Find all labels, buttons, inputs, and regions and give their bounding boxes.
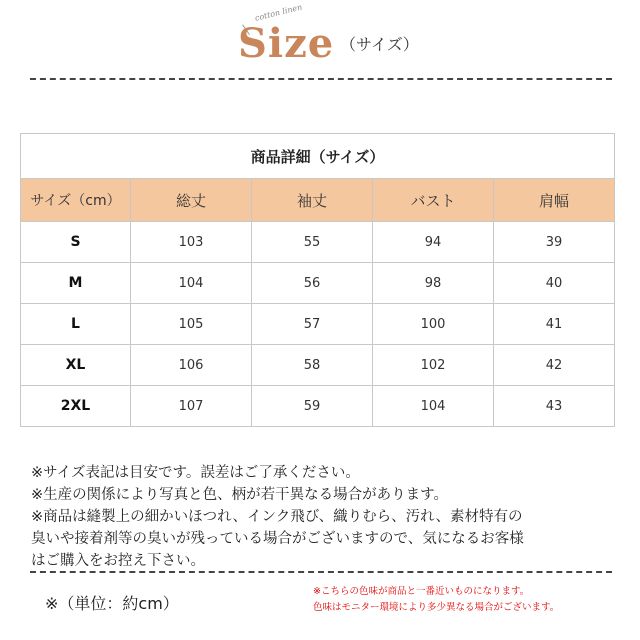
table-header-row xyxy=(21,179,615,222)
column-header: 肩幅 xyxy=(494,179,615,222)
table-row xyxy=(21,222,615,263)
page-title: Size xyxy=(238,20,335,67)
note-line: ※生産の関係により写真と色、柄が若干異なる場合があります。 xyxy=(31,487,448,503)
warning-line: 色味はモニター環境により多少異なる場合がございます。 xyxy=(313,602,560,613)
page-subtitle: （サイズ） xyxy=(340,35,419,54)
divider-bottom xyxy=(30,571,612,573)
table-cell: 102 xyxy=(373,345,494,386)
color-warning xyxy=(313,584,559,616)
note-line: 臭いや接着剤等の臭いが残っている場合がございますので、気になるお客様 xyxy=(31,531,524,547)
column-header: サイズ（cm） xyxy=(21,179,131,222)
table-cell: 104 xyxy=(373,386,494,427)
size-cell: M xyxy=(21,263,131,304)
table-cell: 107 xyxy=(131,386,252,427)
table-cell: 42 xyxy=(494,345,615,386)
table-cell: 105 xyxy=(131,304,252,345)
table-caption: 商品詳細（サイズ） xyxy=(21,134,615,179)
size-table xyxy=(20,133,615,427)
note-line: ※サイズ表記は目安です。誤差はご了承ください。 xyxy=(31,465,360,481)
column-header: 総丈 xyxy=(131,179,252,222)
table-cell: 103 xyxy=(131,222,252,263)
table-cell: 106 xyxy=(131,345,252,386)
table-cell: 40 xyxy=(494,263,615,304)
table-cell: 43 xyxy=(494,386,615,427)
table-cell: 55 xyxy=(252,222,373,263)
divider-top xyxy=(30,78,612,80)
table-cell: 57 xyxy=(252,304,373,345)
size-cell: XL xyxy=(21,345,131,386)
column-header: 袖丈 xyxy=(252,179,373,222)
tagline: cotton linen xyxy=(253,2,304,23)
notes-block xyxy=(31,462,621,572)
table-cell: 94 xyxy=(373,222,494,263)
table-cell: 59 xyxy=(252,386,373,427)
size-cell: 2XL xyxy=(21,386,131,427)
table-cell: 39 xyxy=(494,222,615,263)
size-cell: L xyxy=(21,304,131,345)
column-header: バスト xyxy=(373,179,494,222)
page-header xyxy=(0,0,640,76)
table-cell: 98 xyxy=(373,263,494,304)
table-row xyxy=(21,386,615,427)
table-cell: 41 xyxy=(494,304,615,345)
warning-line: ※こちらの色味が商品と一番近いものになります。 xyxy=(313,586,530,597)
table-cell: 56 xyxy=(252,263,373,304)
size-cell: S xyxy=(21,222,131,263)
table-row xyxy=(21,263,615,304)
table-cell: 100 xyxy=(373,304,494,345)
table-cell: 104 xyxy=(131,263,252,304)
note-line: ※商品は縫製上の細かいほつれ、インク飛び、織りむら、汚れ、素材特有の xyxy=(31,509,523,525)
unit-note: ※（単位：約cm） xyxy=(45,594,179,613)
note-line: はご購入をお控え下さい。 xyxy=(31,553,205,569)
table-cell: 58 xyxy=(252,345,373,386)
table-row xyxy=(21,345,615,386)
table-row xyxy=(21,304,615,345)
